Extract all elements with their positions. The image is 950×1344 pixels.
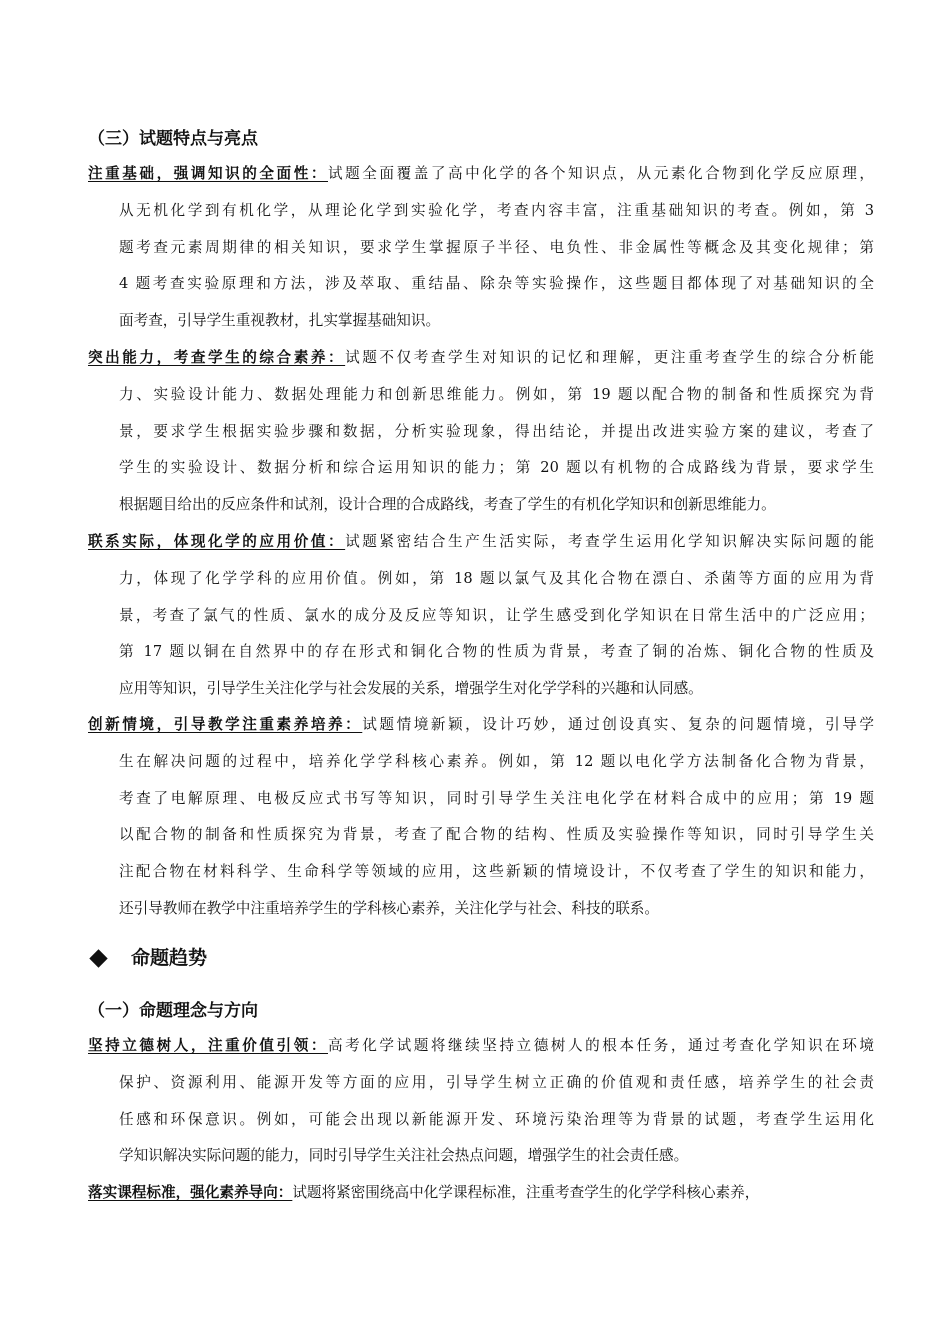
paragraph-line: 4 题考查实验原理和方法，涉及萃取、重结晶、除杂等实验操作，这些题目都体现了对基础知识的全 xyxy=(119,275,874,293)
paragraph-application xyxy=(88,524,874,708)
paragraph-line: 生在解决问题的过程中，培养化学学科核心素养。例如，第 12 题以电化学方法制备化合物为背景， xyxy=(119,752,874,770)
paragraph-lead: 创新情境，引导教学注重素养培养： xyxy=(88,716,363,733)
paragraph-line: 景，要求学生根据实验步骤和数据，分析实验现象，得出结论，并提出改进实验方案的建议，考查了 xyxy=(119,422,874,440)
paragraph-line: 注配合物在材料科学、生命科学等领域的应用，这些新颖的情境设计，不仅考查了学生的知识和能力， xyxy=(119,863,874,881)
paragraph-line: 面考查，引导学生重视教材，扎实掌握基础知识。 xyxy=(119,312,441,330)
paragraph-line: 坚持立德树人，注重价值引领：高考化学试题将继续坚持立德树人的根本任务，通过考查化学知识在环境 xyxy=(88,1037,874,1054)
paragraph-line: 学生的实验设计、数据分析和综合运用知识的能力；第 20 题以有机物的合成路线为背景，要求学生 xyxy=(119,459,874,477)
paragraph-line: 应用等知识，引导学生关注化学与社会发展的关系，增强学生对化学学科的兴趣和认同感。 xyxy=(119,680,703,698)
paragraph-ability xyxy=(88,340,874,524)
paragraph-line: 落实课程标准，强化素养导向：试题将紧密围绕高中化学课程标准，注重考查学生的化学学科核心素养， xyxy=(88,1184,760,1201)
paragraph-lead: 突出能力，考查学生的综合素养： xyxy=(88,349,346,366)
paragraph-line: 以配合物的制备和性质探究为背景，考查了配合物的结构、性质及实验操作等知识，同时引导学生关 xyxy=(119,826,874,844)
paragraph-line: 题考查元素周期律的相关知识，要求学生掌握原子半径、电负性、非金属性等概念及其变化规律；第 xyxy=(119,238,874,256)
paragraph-values xyxy=(88,1028,874,1175)
paragraph-line: 突出能力，考查学生的综合素养：试题不仅考查学生对知识的记忆和理解，更注重考查学生的综合分析能 xyxy=(88,349,874,366)
paragraph-line: 保护、资源利用、能源开发等方面的应用，引导学生树立正确的价值观和责任感，培养学生的社会责 xyxy=(119,1073,874,1091)
paragraph-line: 景，考查了氯气的性质、氯水的成分及反应等知识，让学生感受到化学知识在日常生活中的广泛应用； xyxy=(119,606,874,624)
paragraph-lead: 落实课程标准，强化素养导向： xyxy=(88,1184,293,1201)
paragraph-line: 考查了电解原理、电极反应式书写等知识，同时引导学生关注电化学在材料合成中的应用；第 19 题 xyxy=(119,789,874,807)
section-heading-features: （三）试题特点与亮点 xyxy=(88,129,258,149)
paragraph-line: 力，体现了化学学科的应用价值。例如，第 18 题以氯气及其化合物在漂白、杀菌等方面的应用为背 xyxy=(119,569,874,587)
paragraph-line: 任感和环保意识。例如，可能会出现以新能源开发、环境污染治理等为背景的试题，考查学生运用化 xyxy=(119,1110,874,1128)
paragraph-line: 还引导教师在教学中注重培养学生的学科核心素养，关注化学与社会、科技的联系。 xyxy=(119,899,659,917)
paragraph-innovation xyxy=(88,707,874,928)
section-heading-philosophy: （一）命题理念与方向 xyxy=(88,1001,258,1021)
paragraph-line: 从无机化学到有机化学，从理论化学到实验化学，考查内容丰富，注重基础知识的考查。例如，第 3 xyxy=(119,201,874,219)
diamond-bullet-icon xyxy=(89,949,107,967)
paragraph-lead: 坚持立德树人，注重价值引领： xyxy=(88,1037,328,1054)
paragraph-curriculum xyxy=(88,1175,874,1212)
paragraph-line: 创新情境，引导教学注重素养培养：试题情境新颖，设计巧妙，通过创设真实、复杂的问题情境，引导学 xyxy=(88,716,874,733)
paragraph-line: 注重基础，强调知识的全面性：试题全面覆盖了高中化学的各个知识点，从元素化合物到化学反应原理， xyxy=(88,165,874,182)
paragraph-line: 联系实际，体现化学的应用价值：试题紧密结合生产生活实际，考查学生运用化学知识解决实际问题的能 xyxy=(88,533,874,550)
paragraph-lead: 联系实际，体现化学的应用价值： xyxy=(88,533,346,550)
paragraph-line: 第 17 题以铜在自然界中的存在形式和铜化合物的性质为背景，考查了铜的冶炼、铜化合物的性质及 xyxy=(119,643,874,661)
paragraph-lead: 注重基础，强调知识的全面性： xyxy=(88,165,328,182)
main-heading-text: 命题趋势 xyxy=(131,947,208,969)
paragraph-line: 根据题目给出的反应条件和试剂，设计合理的合成路线，考查了学生的有机化学知识和创新思维能力。 xyxy=(119,496,776,514)
paragraph-foundation xyxy=(88,156,874,340)
paragraph-line: 学知识解决实际问题的能力，同时引导学生关注社会热点问题，增强学生的社会责任感。 xyxy=(119,1147,689,1165)
main-heading-trend xyxy=(88,945,207,971)
paragraph-line: 力、实验设计能力、数据处理能力和创新思维能力。例如，第 19 题以配合物的制备和性质探究为背 xyxy=(119,385,874,403)
